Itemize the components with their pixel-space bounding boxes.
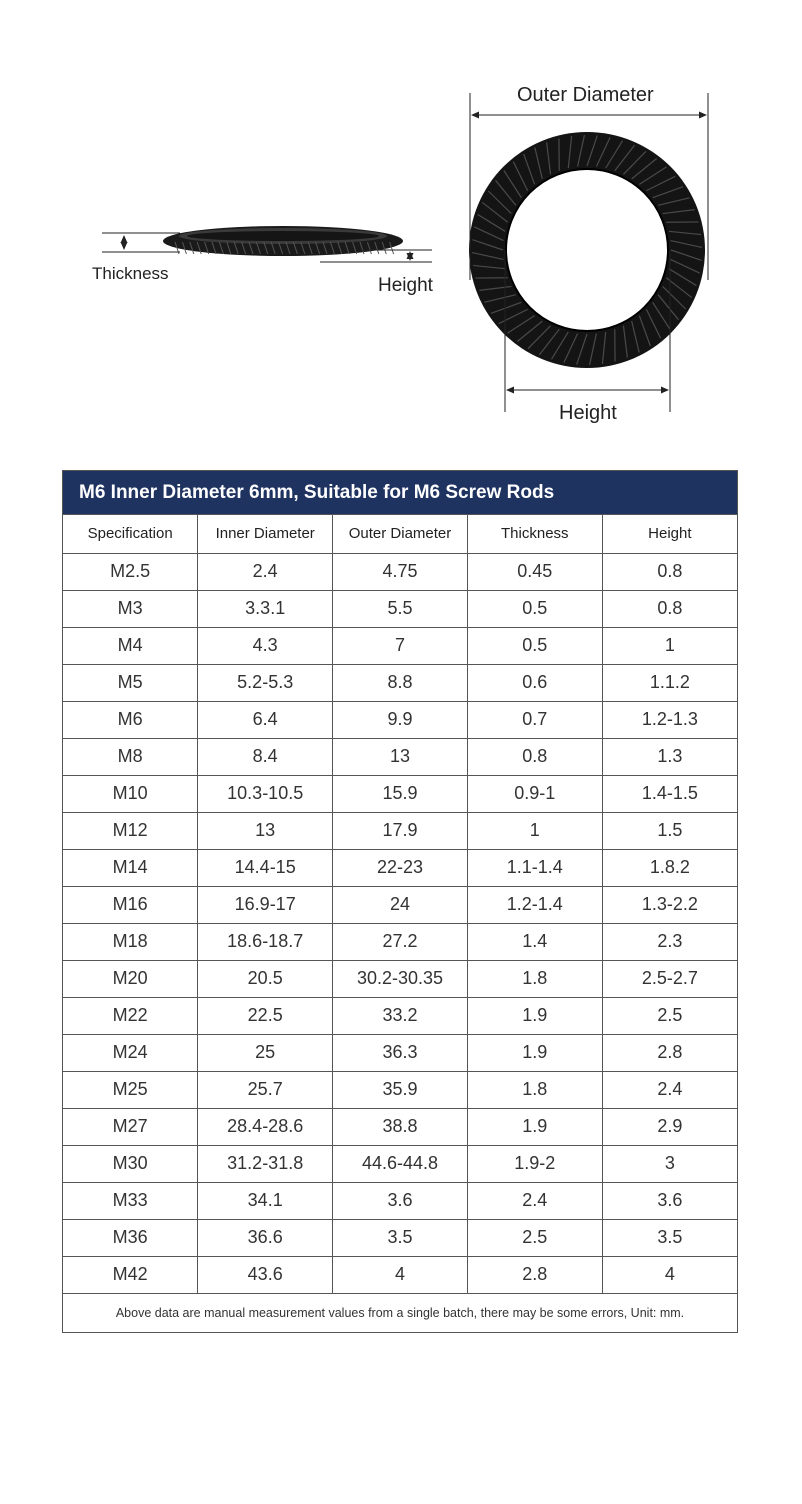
cell-height: 3.6 — [602, 1182, 737, 1219]
bottom-height-label: Height — [559, 402, 617, 424]
cell-height: 2.5-2.7 — [602, 960, 737, 997]
cell-height: 1.8.2 — [602, 849, 737, 886]
table-row — [63, 627, 737, 664]
table-row — [63, 812, 737, 849]
cell-specification: M4 — [63, 627, 198, 664]
cell-height: 1.3 — [602, 738, 737, 775]
cell-thickness: 2.8 — [467, 1256, 602, 1293]
cell-outer-diameter: 13 — [333, 738, 468, 775]
cell-inner-diameter: 28.4-28.6 — [198, 1108, 333, 1145]
table-row — [63, 886, 737, 923]
cell-specification: M20 — [63, 960, 198, 997]
cell-outer-diameter: 36.3 — [333, 1034, 468, 1071]
cell-specification: M8 — [63, 738, 198, 775]
cell-outer-diameter: 3.5 — [333, 1219, 468, 1256]
table-row — [63, 923, 737, 960]
cell-specification: M18 — [63, 923, 198, 960]
cell-thickness: 0.6 — [467, 664, 602, 701]
cell-specification: M27 — [63, 1108, 198, 1145]
cell-thickness: 1.9-2 — [467, 1145, 602, 1182]
cell-outer-diameter: 30.2-30.35 — [333, 960, 468, 997]
table-row — [63, 849, 737, 886]
cell-outer-diameter: 8.8 — [333, 664, 468, 701]
cell-inner-diameter: 31.2-31.8 — [198, 1145, 333, 1182]
cell-thickness: 1.8 — [467, 1071, 602, 1108]
cell-inner-diameter: 22.5 — [198, 997, 333, 1034]
cell-inner-diameter: 13 — [198, 812, 333, 849]
cell-height: 4 — [602, 1256, 737, 1293]
cell-specification: M5 — [63, 664, 198, 701]
cell-specification: M33 — [63, 1182, 198, 1219]
table-row — [63, 553, 737, 590]
cell-thickness: 0.5 — [467, 627, 602, 664]
table-body — [63, 553, 737, 1293]
cell-specification: M14 — [63, 849, 198, 886]
cell-inner-diameter: 20.5 — [198, 960, 333, 997]
cell-inner-diameter: 6.4 — [198, 701, 333, 738]
cell-height: 1.5 — [602, 812, 737, 849]
cell-thickness: 0.9-1 — [467, 775, 602, 812]
cell-outer-diameter: 22-23 — [333, 849, 468, 886]
table-row — [63, 1219, 737, 1256]
cell-height: 1.4-1.5 — [602, 775, 737, 812]
cell-specification: M30 — [63, 1145, 198, 1182]
cell-thickness: 0.7 — [467, 701, 602, 738]
table-row — [63, 590, 737, 627]
cell-outer-diameter: 15.9 — [333, 775, 468, 812]
cell-height: 2.8 — [602, 1034, 737, 1071]
thickness-label: Thickness — [92, 264, 169, 283]
cell-height: 2.9 — [602, 1108, 737, 1145]
cell-height: 1.3-2.2 — [602, 886, 737, 923]
cell-height: 2.4 — [602, 1071, 737, 1108]
cell-height: 3 — [602, 1145, 737, 1182]
cell-outer-diameter: 4.75 — [333, 553, 468, 590]
cell-inner-diameter: 16.9-17 — [198, 886, 333, 923]
cell-specification: M36 — [63, 1219, 198, 1256]
header-thickness: Thickness — [467, 515, 602, 553]
cell-thickness: 1.4 — [467, 923, 602, 960]
cell-thickness: 0.45 — [467, 553, 602, 590]
cell-outer-diameter: 7 — [333, 627, 468, 664]
side-height-label: Height — [378, 275, 433, 296]
cell-specification: M2.5 — [63, 553, 198, 590]
table-row — [63, 1108, 737, 1145]
cell-specification: M12 — [63, 812, 198, 849]
cell-thickness: 1.8 — [467, 960, 602, 997]
cell-inner-diameter: 10.3-10.5 — [198, 775, 333, 812]
table-row — [63, 1034, 737, 1071]
cell-outer-diameter: 24 — [333, 886, 468, 923]
table-row — [63, 701, 737, 738]
table-header-row — [63, 515, 737, 553]
cell-thickness: 2.4 — [467, 1182, 602, 1219]
cell-inner-diameter: 3.3.1 — [198, 590, 333, 627]
cell-thickness: 1.9 — [467, 1034, 602, 1071]
cell-outer-diameter: 35.9 — [333, 1071, 468, 1108]
cell-inner-diameter: 2.4 — [198, 553, 333, 590]
cell-thickness: 1.9 — [467, 997, 602, 1034]
cell-outer-diameter: 33.2 — [333, 997, 468, 1034]
cell-specification: M3 — [63, 590, 198, 627]
cell-inner-diameter: 36.6 — [198, 1219, 333, 1256]
cell-inner-diameter: 25.7 — [198, 1071, 333, 1108]
cell-height: 1 — [602, 627, 737, 664]
header-outer-diameter: Outer Diameter — [333, 515, 468, 553]
cell-height: 2.5 — [602, 997, 737, 1034]
cell-outer-diameter: 4 — [333, 1256, 468, 1293]
cell-thickness: 0.5 — [467, 590, 602, 627]
cell-inner-diameter: 4.3 — [198, 627, 333, 664]
cell-inner-diameter: 34.1 — [198, 1182, 333, 1219]
cell-height: 1.2-1.3 — [602, 701, 737, 738]
table-row — [63, 960, 737, 997]
cell-outer-diameter: 5.5 — [333, 590, 468, 627]
cell-height: 1.1.2 — [602, 664, 737, 701]
cell-thickness: 1 — [467, 812, 602, 849]
cell-outer-diameter: 17.9 — [333, 812, 468, 849]
cell-height: 0.8 — [602, 553, 737, 590]
cell-specification: M25 — [63, 1071, 198, 1108]
cell-inner-diameter: 8.4 — [198, 738, 333, 775]
spec-table — [63, 515, 737, 1293]
table-title-banner: M6 Inner Diameter 6mm, Suitable for M6 Screw Rods — [63, 471, 737, 515]
table-footnote: Above data are manual measurement values from a single batch, there may be some errors, Unit: mm. — [63, 1293, 737, 1332]
washer-dimension-diagram — [0, 0, 802, 440]
cell-thickness: 1.2-1.4 — [467, 886, 602, 923]
cell-specification: M10 — [63, 775, 198, 812]
cell-outer-diameter: 9.9 — [333, 701, 468, 738]
cell-thickness: 1.9 — [467, 1108, 602, 1145]
cell-inner-diameter: 14.4-15 — [198, 849, 333, 886]
cell-specification: M22 — [63, 997, 198, 1034]
cell-outer-diameter: 3.6 — [333, 1182, 468, 1219]
cell-outer-diameter: 38.8 — [333, 1108, 468, 1145]
cell-thickness: 1.1-1.4 — [467, 849, 602, 886]
cell-height: 0.8 — [602, 590, 737, 627]
cell-specification: M42 — [63, 1256, 198, 1293]
table-row — [63, 1182, 737, 1219]
cell-inner-diameter: 18.6-18.7 — [198, 923, 333, 960]
cell-outer-diameter: 27.2 — [333, 923, 468, 960]
cell-inner-diameter: 25 — [198, 1034, 333, 1071]
cell-specification: M24 — [63, 1034, 198, 1071]
outer-diameter-label: Outer Diameter — [517, 84, 654, 106]
table-row — [63, 775, 737, 812]
header-inner-diameter: Inner Diameter — [198, 515, 333, 553]
cell-thickness: 2.5 — [467, 1219, 602, 1256]
header-specification: Specification — [63, 515, 198, 553]
cell-inner-diameter: 43.6 — [198, 1256, 333, 1293]
cell-inner-diameter: 5.2-5.3 — [198, 664, 333, 701]
cell-height: 2.3 — [602, 923, 737, 960]
cell-specification: M16 — [63, 886, 198, 923]
cell-specification: M6 — [63, 701, 198, 738]
cell-height: 3.5 — [602, 1219, 737, 1256]
header-height: Height — [602, 515, 737, 553]
table-row — [63, 1256, 737, 1293]
table-row — [63, 664, 737, 701]
cell-outer-diameter: 44.6-44.8 — [333, 1145, 468, 1182]
table-row — [63, 997, 737, 1034]
spec-table-container — [62, 470, 738, 1333]
table-row — [63, 738, 737, 775]
table-row — [63, 1071, 737, 1108]
table-row — [63, 1145, 737, 1182]
washer-side-view — [163, 226, 403, 256]
cell-thickness: 0.8 — [467, 738, 602, 775]
